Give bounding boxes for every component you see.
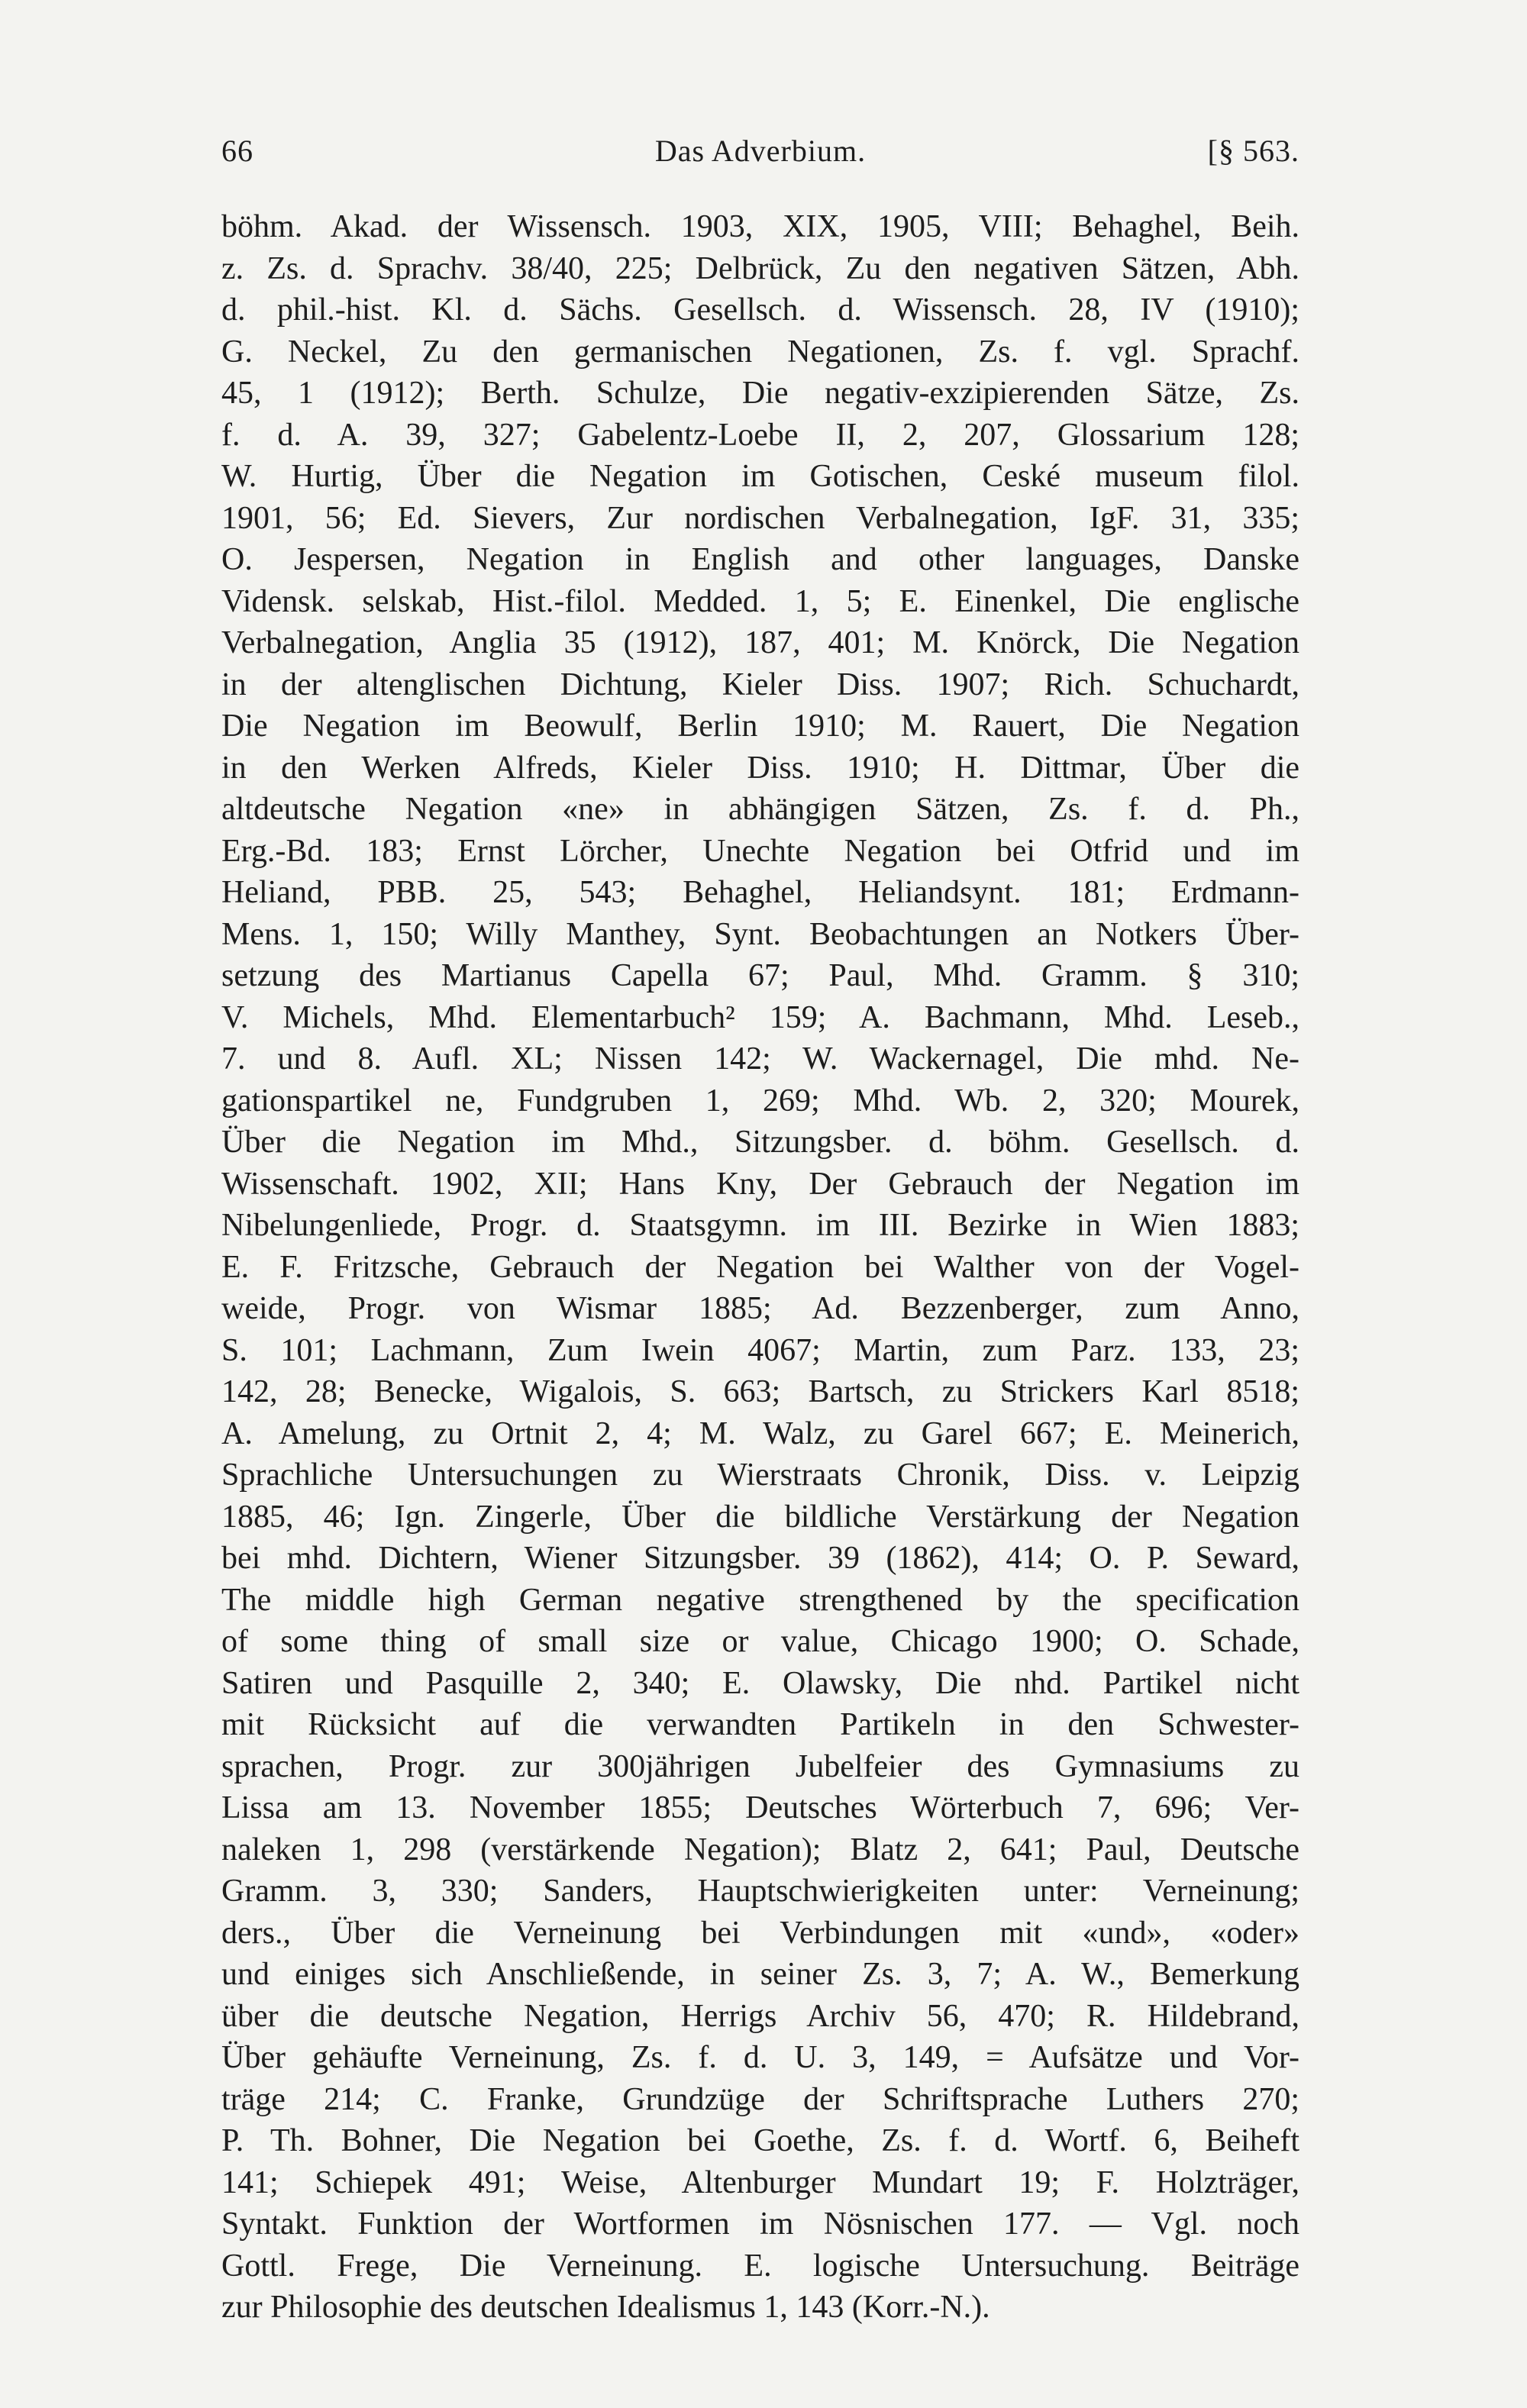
page-number: 66 — [221, 134, 253, 168]
text-line: f. d. A. 39, 327; Gabelentz-Loebe II, 2, 207, Glossarium 128; — [221, 417, 1299, 453]
text-line: und einiges sich Anschließende, in seiner Zs. 3, 7; A. W., Bemerkung — [221, 1957, 1299, 1992]
running-head — [221, 128, 1299, 174]
text-line: A. Amelung, zu Ortnit 2, 4; M. Walz, zu Garel 667; E. Meinerich, — [221, 1415, 1299, 1451]
text-line: Gramm. 3, 330; Sanders, Hauptschwierigkeiten unter: Verneinung; — [221, 1874, 1299, 1909]
text-line: 142, 28; Benecke, Wigalois, S. 663; Bartsch, zu Strickers Karl 8518; — [221, 1374, 1299, 1409]
text-line: in der altenglischen Dichtung, Kieler Diss. 1907; Rich. Schuchardt, — [221, 667, 1299, 702]
text-line: Mens. 1, 150; Willy Manthey, Synt. Beobachtungen an Notkers Über- — [221, 916, 1299, 952]
text-line: 45, 1 (1912); Berth. Schulze, Die negativ-exzipierenden Sätze, Zs. — [221, 376, 1299, 411]
text-line: setzung des Martianus Capella 67; Paul, Mhd. Gramm. § 310; — [221, 958, 1299, 993]
section-reference: [§ 563. — [1207, 134, 1299, 168]
text-line: O. Jespersen, Negation in English and other languages, Danske — [221, 542, 1299, 577]
text-line: Die Negation im Beowulf, Berlin 1910; M. Rauert, Die Negation — [221, 709, 1299, 744]
text-line: in den Werken Alfreds, Kieler Diss. 1910; H. Dittmar, Über die — [221, 750, 1299, 786]
text-line: Heliand, PBB. 25, 543; Behaghel, Heliandsynt. 181; Erdmann- — [221, 875, 1299, 910]
text-line: weide, Progr. von Wismar 1885; Ad. Bezzenberger, zum Anno, — [221, 1291, 1299, 1326]
text-line: of some thing of small size or value, Chicago 1900; O. Schade, — [221, 1624, 1299, 1659]
text-line: 1901, 56; Ed. Sievers, Zur nordischen Verbalnegation, IgF. 31, 335; — [221, 500, 1299, 536]
text-line: zur Philosophie des deutschen Idealismus 1, 143 (Korr.-N.). — [221, 2290, 990, 2325]
text-line: The middle high German negative strengthened by the specification — [221, 1582, 1299, 1618]
text-line: Satiren und Pasquille 2, 340; E. Olawsky, Die nhd. Partikel nicht — [221, 1665, 1299, 1701]
text-line: Lissa am 13. November 1855; Deutsches Wörterbuch 7, 696; Ver- — [221, 1790, 1299, 1825]
text-line: E. F. Fritzsche, Gebrauch der Negation bei Walther von der Vogel- — [221, 1249, 1299, 1285]
text-line: W. Hurtig, Über die Negation im Gotischen, Ceské museum filol. — [221, 459, 1299, 494]
text-line: 7. und 8. Aufl. XL; Nissen 142; W. Wackernagel, Die mhd. Ne- — [221, 1041, 1299, 1076]
text-line: Syntakt. Funktion der Wortformen im Nösnischen 177. — Vgl. noch — [221, 2206, 1299, 2242]
text-line: G. Neckel, Zu den germanischen Negationen, Zs. f. vgl. Sprachf. — [221, 334, 1299, 370]
text-line: V. Michels, Mhd. Elementarbuch² 159; A. Bachmann, Mhd. Leseb., — [221, 999, 1299, 1035]
text-line: 1885, 46; Ign. Zingerle, Über die bildliche Verstärkung der Negation — [221, 1499, 1299, 1535]
text-line: Gottl. Frege, Die Verneinung. E. logische Untersuchung. Beiträge — [221, 2248, 1299, 2284]
text-line: Vidensk. selskab, Hist.-filol. Medded. 1, 5; E. Einenkel, Die englische — [221, 583, 1299, 619]
text-line: träge 214; C. Franke, Grundzüge der Schriftsprache Luthers 270; — [221, 2081, 1299, 2117]
bibliography-paragraph — [221, 206, 1299, 2329]
text-line: bei mhd. Dichtern, Wiener Sitzungsber. 39 (1862), 414; O. P. Seward, — [221, 1541, 1299, 1576]
text-line: über die deutsche Negation, Herrigs Archiv 56, 470; R. Hildebrand, — [221, 1998, 1299, 2034]
text-line: sprachen, Progr. zur 300jährigen Jubelfeier des Gymnasiums zu — [221, 1748, 1299, 1784]
text-line: z. Zs. d. Sprachv. 38/40, 225; Delbrück, Zu den negativen Sätzen, Abh. — [221, 250, 1299, 286]
text-line: 141; Schiepek 491; Weise, Altenburger Mundart 19; F. Holzträger, — [221, 2164, 1299, 2200]
text-line: Verbalnegation, Anglia 35 (1912), 187, 401; M. Knörck, Die Negation — [221, 625, 1299, 660]
text-line: naleken 1, 298 (verstärkende Negation); Blatz 2, 641; Paul, Deutsche — [221, 1832, 1299, 1867]
text-line: Sprachliche Untersuchungen zu Wierstraats Chronik, Diss. v. Leipzig — [221, 1457, 1299, 1493]
text-line: böhm. Akad. der Wissensch. 1903, XIX, 1905, VIII; Behaghel, Beih. — [221, 209, 1299, 244]
text-line: d. phil.-hist. Kl. d. Sächs. Gesellsch. d. Wissensch. 28, IV (1910); — [221, 292, 1299, 328]
text-line: ders., Über die Verneinung bei Verbindungen mit «und», «oder» — [221, 1915, 1299, 1951]
text-line: mit Rücksicht auf die verwandten Partikeln in den Schwester- — [221, 1707, 1299, 1742]
text-line: P. Th. Bohner, Die Negation bei Goethe, Zs. f. d. Wortf. 6, Beiheft — [221, 2123, 1299, 2158]
text-line: S. 101; Lachmann, Zum Iwein 4067; Martin, zum Parz. 133, 23; — [221, 1332, 1299, 1368]
text-line: altdeutsche Negation «ne» in abhängigen Sätzen, Zs. f. d. Ph., — [221, 792, 1299, 827]
text-line: Wissenschaft. 1902, XII; Hans Kny, Der Gebrauch der Negation im — [221, 1166, 1299, 1202]
running-title: Das Adverbium. — [654, 134, 867, 168]
text-line: Über die Negation im Mhd., Sitzungsber. d. böhm. Gesellsch. d. — [221, 1125, 1299, 1160]
text-line: Über gehäufte Verneinung, Zs. f. d. U. 3, 149, = Aufsätze und Vor- — [221, 2040, 1299, 2075]
text-line: gationspartikel ne, Fundgruben 1, 269; Mhd. Wb. 2, 320; Mourek, — [221, 1083, 1299, 1118]
text-line: Nibelungenliede, Progr. d. Staatsgymn. im III. Bezirke in Wien 1883; — [221, 1208, 1299, 1243]
text-line: Erg.-Bd. 183; Ernst Lörcher, Unechte Negation bei Otfrid und im — [221, 833, 1299, 869]
